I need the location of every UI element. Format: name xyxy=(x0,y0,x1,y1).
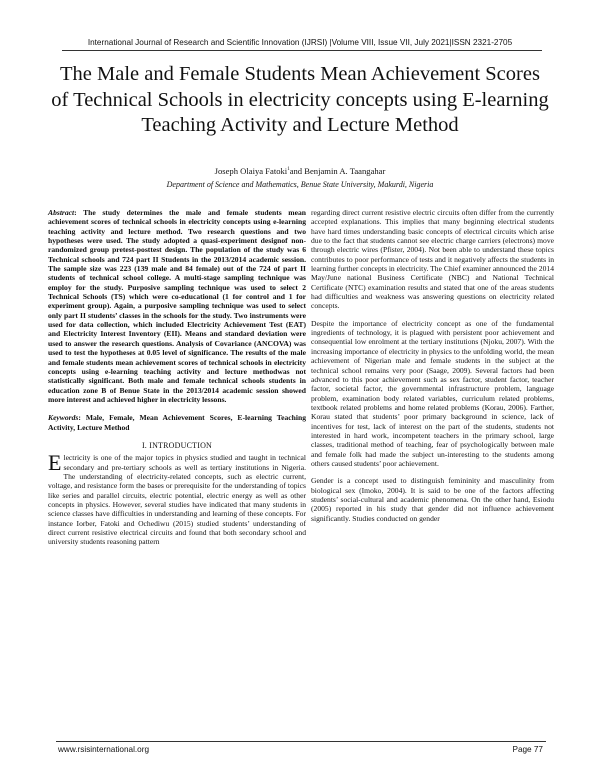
intro-text: lectricity is one of the major topics in physics studied and taught in technical secondary and pre-tertiary schools as well as tertiary institutions in Nigeria. The understanding of electricity-related concepts, such as electric current, voltage, and resistance form the bases or prerequisite for the understanding of topics like series and parallel circuits, electric potential, electric energy as well as other concepts in physics. However, several studies have indicated that many students in science classes have difficulties in understanding and learning of these concepts. For instance Iorber, Fatoki and Ochediwu (2015) studied students’ understanding of direct current resistive electrical circuits and found that both secondary school and university students reasoning pattern xyxy=(48,453,306,547)
body-paragraph-1: regarding direct current resistive electric circuits often differ from the currently accepted explanations. This implies that many beginning electrical students have hard times understanding basic concepts of electrical circuits which arise due to the fact that students cannot see electric charge carriers (electrons) move through electric wires (Pfister, 2004). Not been able to understand these topics contributes to poor performance of tests and it negatively affects the students in learning further concepts in electricity. The Chief examiner announced the 2014 May/June national Business Certificate (NBC) and National Technical Certificate (NTC) examination results and stated that one of the areas students had difficulties and weakness was answering questions on electricity related concepts. xyxy=(311,208,554,311)
author-1-mark: 1 xyxy=(287,167,290,173)
keywords xyxy=(48,413,306,432)
section-heading-introduction: I. INTRODUCTION xyxy=(141,440,213,450)
abstract xyxy=(48,208,306,404)
body-paragraph-2: Despite the importance of electricity concept as one of the fundamental ingredients of technology, it is plagued with persistent poor achievement and consequential low enrolment at the tertiary institutions (Njoku, 2007). With the increasing importance of electricity in physics to the unfolding world, the mean achievement of Nigerian male and female students in the subject at the technical school remains very poor (Saage, 2009). Several factors had been advanced to this poor achievement such as sex factor, student factor, teacher factor, societal factor, the governmental infrastructure problem, language problem, examination body related variables, curriculum related problems, textbook related problems and home related problems (Korau, 2006). Farther, Korau stated that students’ poor primary background in science, lack of incentives for test, lack of interest on the part of the students, students not interested in hard work, incompetent teachers in the primary school, large classes, traditional method of teaching, fear of psychologically between male and female folk had made the subject un-interesting to the students among others caused students’ poor achievement. xyxy=(311,318,554,468)
keywords-text: : Male, Female, Mean Achievement Scores, E-learning Teaching Activity, Lecture Method xyxy=(48,413,306,432)
body-paragraph-3: Gender is a concept used to distinguish femininity and masculinity from biological sex (Imoko, 2004). It is said to be one of the factors affecting students’ social-cultural and academic phenomena. On the other hand, Esiodu (2005) reported in his study that gender did not influence achievement significantly. Studies conducted on gender xyxy=(311,476,554,523)
author-separator: and xyxy=(289,166,303,176)
left-column xyxy=(48,208,306,547)
keywords-label: Keywords xyxy=(48,413,79,423)
footer-divider xyxy=(56,741,546,742)
author-1: Joseph Olaiya Fatoki xyxy=(214,166,288,176)
journal-header: International Journal of Research and Scientific Innovation (IJRSI) |Volume VIII, Issue VII, July 2021|ISSN 2321-2705 xyxy=(87,38,513,47)
drop-cap: E xyxy=(48,450,62,476)
author-2: Benjamin A. Taangahar xyxy=(304,166,386,176)
author-line xyxy=(0,166,600,176)
footer-website: www.rsisinternational.org xyxy=(58,745,150,754)
abstract-text: : The study determines the male and female students mean achievement scores of technical schools in electricity concepts using e-learning teaching activity and lecture method. Two research questions and two hypotheses were used. The study adopted a quasi-experiment designof non-randomized group pretest-posttest design. The population of the study was 6 Technical schools and 724 part II Students in the 2013/2014 academic session. The sample size was 223 (139 male and 84 female) out of the 724 of part II students of technical school college. A multi-stage sampling technique was employ for the study. Purposive sampling technique was used to select 2 Technical Schools (TS) which were co-educational (1 for control and 1 for experiment group). Again, a purposive sampling technique was used to select only part II students’ classes in the schools for the study. Two instruments were used for data collection, which included Electricity Achievement Test (EAT) and Electricity Interest Inventory (EII). Means and standard deviation were used to answer the research questions. Analysis of Covariance (ANCOVA) was used to test the hypotheses at 0.05 level of significance. The results of the male and female students mean achievement scores of technical schools in electricity concepts using e-learning teaching activity and lecture methodwas not statistically significant. Both male and female technical schools students in education zone B of Benue State in the 2013/2014 academic session showed more interest and achieved higher in electricity lessons. xyxy=(48,208,306,404)
abstract-label: Abstract xyxy=(48,208,75,217)
footer-page-number: Page 77 xyxy=(512,745,543,754)
intro-paragraph xyxy=(48,450,306,547)
paper-title: The Male and Female Students Mean Achievement Scores of Technical Schools in electricity concepts using E-learning Teaching Activity and Lecture Method xyxy=(51,63,549,136)
affiliation: Department of Science and Mathematics, Benue State University, Makurdi, Nigeria xyxy=(166,180,434,189)
right-column xyxy=(311,208,554,523)
header-divider xyxy=(62,50,542,51)
